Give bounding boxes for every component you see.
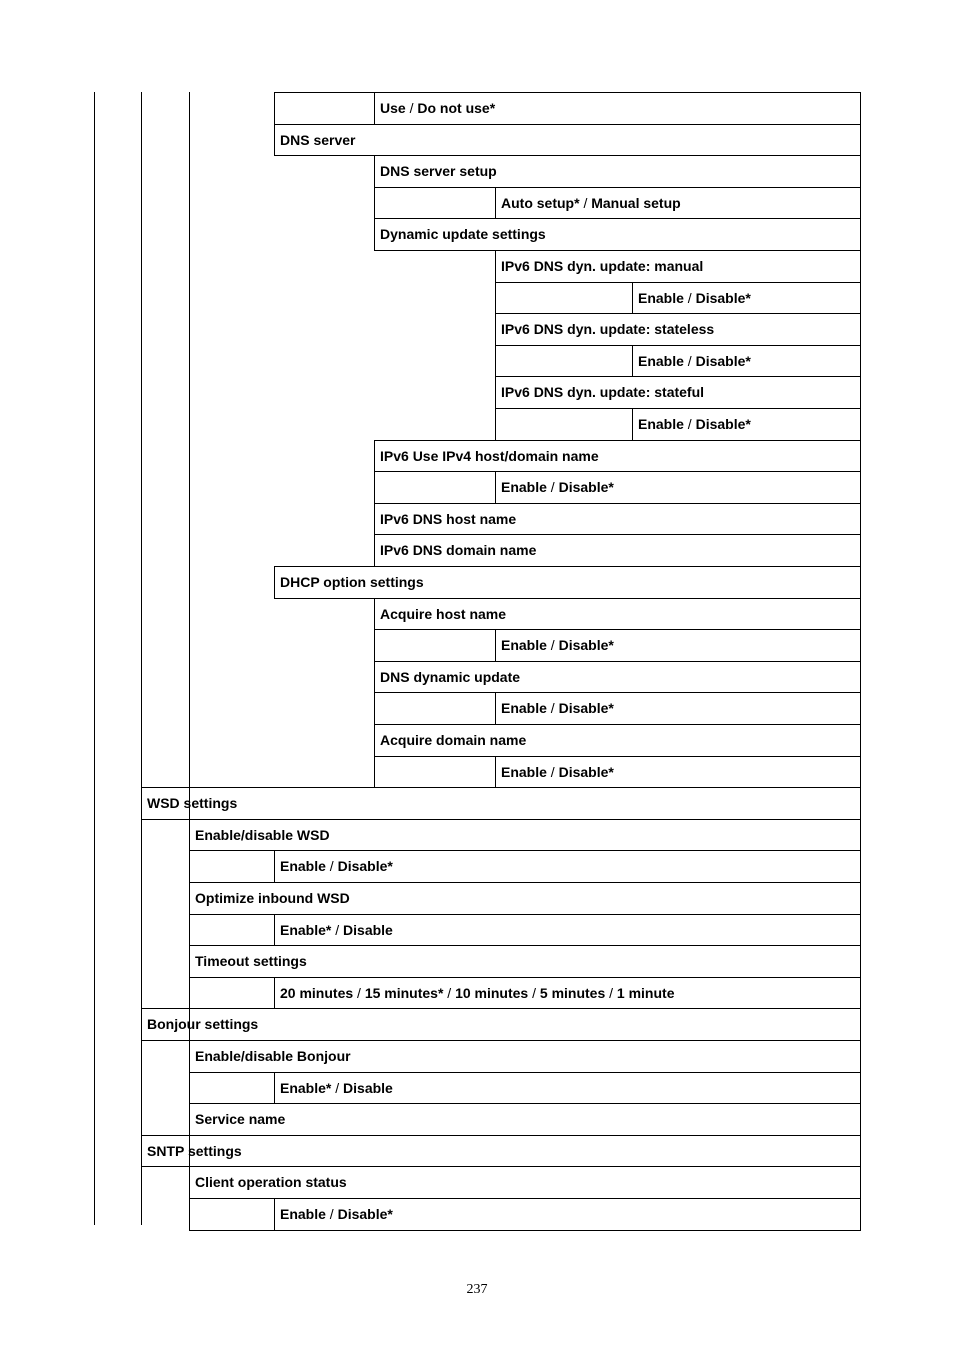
setting-label: [374, 661, 861, 694]
option-text: IPv6 DNS domain name: [380, 542, 537, 559]
setting-label: [495, 376, 861, 409]
option-text: Do not use*: [417, 100, 496, 116]
indent-cell: [189, 914, 275, 947]
setting-label: [189, 945, 861, 978]
separator: /: [683, 416, 696, 432]
option-text: Enable: [638, 416, 684, 432]
separator: /: [331, 1079, 344, 1096]
setting-label: [374, 440, 861, 473]
option-text: 5 minutes: [539, 984, 606, 1001]
option-values: [495, 756, 861, 789]
option-text: Enable: [501, 763, 547, 780]
option-text: Disable: [343, 921, 393, 938]
separator: /: [546, 479, 559, 496]
indent-cell: [495, 345, 633, 378]
option-text: 1 minute: [616, 984, 675, 1001]
option-text: Dynamic update settings: [380, 226, 546, 243]
option-text: Client operation status: [195, 1174, 347, 1191]
option-text: Timeout settings: [195, 953, 307, 970]
option-text: Acquire host name: [380, 605, 507, 622]
option-values: [274, 914, 861, 947]
option-text: IPv6 Use IPv4 host/domain name: [380, 447, 599, 464]
setting-label: [189, 1103, 861, 1136]
option-text: Enable/disable WSD: [195, 826, 330, 843]
option-text: Use: [380, 100, 406, 116]
option-values: [495, 692, 861, 725]
option-text: Manual setup: [591, 194, 681, 211]
separator: /: [405, 100, 418, 116]
option-values: [632, 282, 861, 315]
separator: /: [353, 984, 365, 1001]
setting-label: [374, 503, 861, 536]
indent-cell: [189, 850, 275, 883]
setting-label: [189, 1166, 861, 1199]
indent-cell: [189, 1198, 275, 1231]
indent-cell: [274, 92, 375, 125]
separator: /: [605, 984, 617, 1001]
option-text: IPv6 DNS dyn. update: manual: [501, 258, 704, 274]
option-text: Disable*: [695, 416, 751, 432]
option-values: [495, 629, 861, 662]
option-text: IPv6 DNS dyn. update: stateless: [501, 321, 715, 338]
option-text: Optimize inbound WSD: [195, 890, 350, 906]
separator: /: [443, 984, 456, 1001]
option-text: Disable*: [337, 1206, 393, 1222]
option-values: [274, 1072, 861, 1105]
indent-cell: [374, 629, 496, 662]
option-text: Enable: [638, 352, 684, 369]
option-text: Disable: [343, 1079, 393, 1096]
tree-line: [141, 92, 142, 1225]
indent-cell: [495, 282, 633, 315]
option-text: 15 minutes*: [364, 984, 444, 1001]
setting-label: [141, 1135, 861, 1168]
setting-label: [374, 534, 861, 567]
option-text: Disable*: [558, 700, 614, 717]
setting-label: [374, 218, 861, 251]
option-text: Enable/disable Bonjour: [195, 1048, 351, 1064]
option-text: Enable: [638, 289, 684, 306]
indent-cell: [374, 756, 496, 789]
separator: /: [683, 289, 696, 306]
option-text: Bonjour settings: [147, 1016, 259, 1033]
setting-label: [374, 155, 861, 188]
option-text: DHCP option settings: [280, 574, 424, 590]
option-text: WSD settings: [147, 795, 238, 812]
separator: /: [331, 921, 344, 938]
option-text: 20 minutes: [280, 984, 354, 1001]
separator: /: [528, 984, 540, 1001]
option-values: [632, 408, 861, 441]
option-text: Acquire domain name: [380, 732, 527, 748]
setting-label: [274, 124, 861, 157]
separator: /: [546, 763, 559, 780]
option-text: IPv6 DNS dyn. update: stateful: [501, 384, 705, 401]
indent-cell: [374, 471, 496, 504]
option-text: Enable*: [280, 1079, 332, 1096]
setting-label: [374, 598, 861, 631]
option-values: [495, 187, 861, 220]
indent-cell: [189, 977, 275, 1010]
separator: /: [546, 700, 559, 717]
option-text: Auto setup*: [501, 194, 580, 211]
option-text: Enable: [280, 858, 326, 875]
option-text: Enable: [501, 479, 547, 496]
option-text: Disable*: [558, 637, 614, 654]
option-values: [274, 977, 861, 1010]
option-values: [495, 471, 861, 504]
setting-label: [274, 566, 861, 599]
tree-line: [94, 92, 95, 1225]
option-text: Enable*: [280, 921, 332, 938]
option-text: Disable*: [695, 352, 751, 369]
option-text: DNS server setup: [380, 163, 497, 180]
indent-cell: [189, 1072, 275, 1105]
setting-label: [495, 313, 861, 346]
setting-label: [141, 1008, 861, 1041]
option-text: Enable: [501, 700, 547, 717]
option-text: Enable: [280, 1206, 326, 1222]
option-values: [274, 850, 861, 883]
option-values: [274, 1198, 861, 1231]
option-text: Disable*: [558, 479, 614, 496]
option-values: [374, 92, 861, 125]
setting-label: [189, 819, 861, 852]
option-text: IPv6 DNS host name: [380, 510, 517, 527]
option-text: 10 minutes: [455, 984, 529, 1001]
separator: /: [325, 858, 338, 875]
page-number: 237: [466, 1282, 488, 1297]
option-text: Disable*: [695, 289, 751, 306]
separator: /: [579, 194, 592, 211]
option-text: DNS dynamic update: [380, 668, 521, 685]
option-values: [632, 345, 861, 378]
option-text: SNTP settings: [147, 1142, 242, 1159]
setting-label: [374, 724, 861, 757]
setting-label: [189, 1040, 861, 1073]
setting-label: [189, 882, 861, 915]
option-text: Service name: [195, 1111, 286, 1128]
option-text: Enable: [501, 637, 547, 654]
separator: /: [325, 1206, 338, 1222]
option-text: Disable*: [558, 763, 614, 780]
indent-cell: [374, 187, 496, 220]
separator: /: [546, 637, 559, 654]
option-text: DNS server: [280, 131, 356, 148]
option-text: Disable*: [337, 858, 393, 875]
indent-cell: [495, 408, 633, 441]
indent-cell: [374, 692, 496, 725]
setting-label: [495, 250, 861, 283]
setting-label: [141, 787, 861, 820]
separator: /: [683, 352, 696, 369]
